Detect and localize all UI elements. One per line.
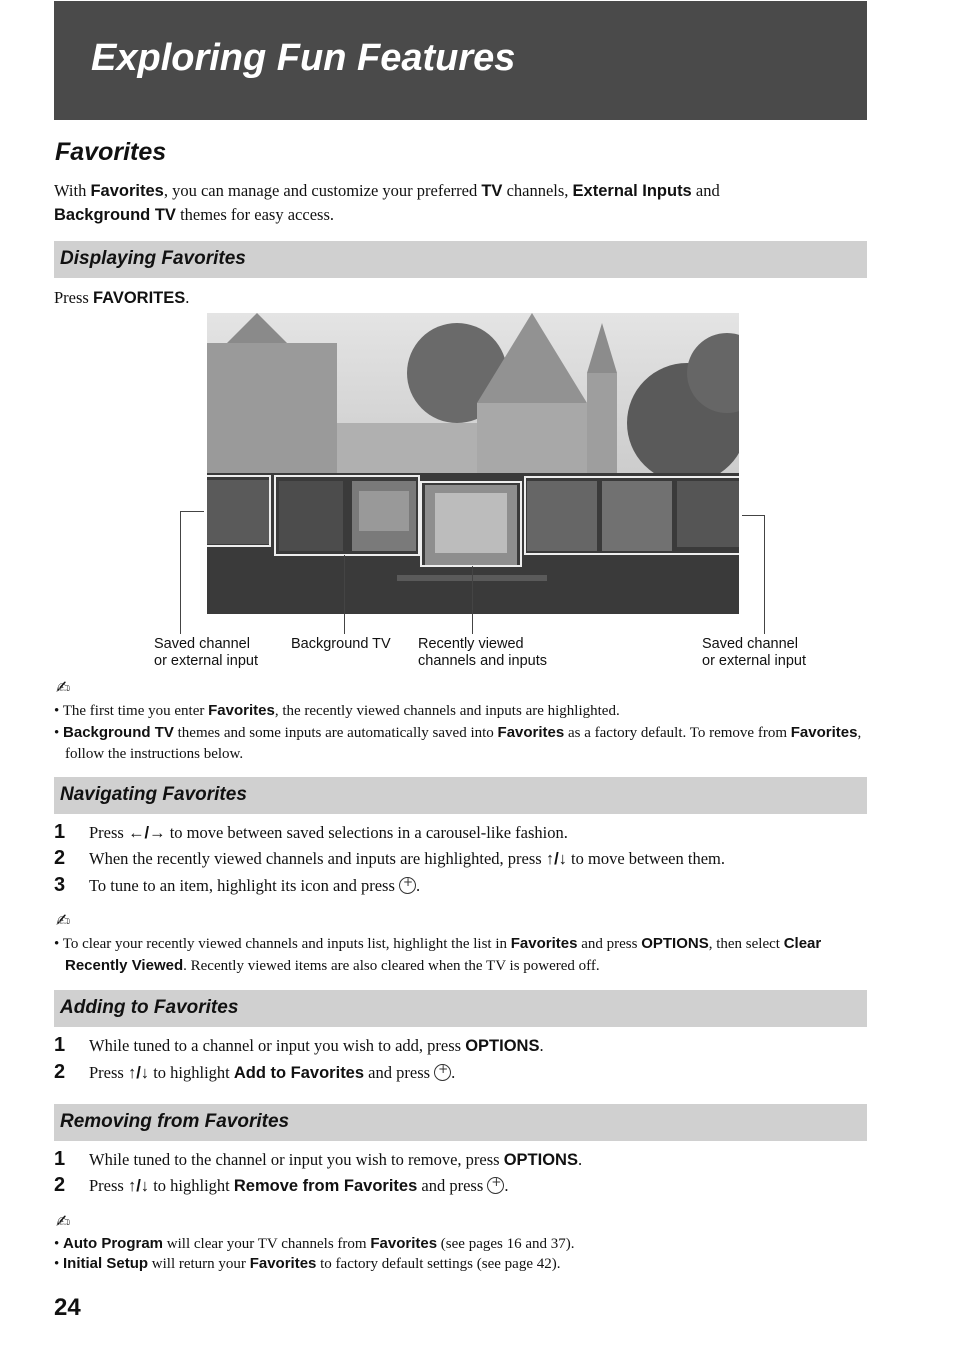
callout-line: [344, 555, 345, 634]
note-item: • The first time you enter Favorites, the recently viewed channels and inputs are highlighted.: [54, 702, 620, 719]
callout-line: [180, 511, 181, 634]
up-down-arrows-icon: ↑/↓: [127, 1064, 150, 1082]
callout-line: [180, 511, 204, 512]
note-navigating: [54, 933, 864, 977]
subsection-bar-removing: [54, 1104, 867, 1141]
step-item: 1 While tuned to a channel or input you wish to add, press OPTIONS.: [54, 1034, 544, 1056]
enter-button-icon: [487, 1177, 504, 1194]
note-removing: [54, 1234, 864, 1274]
subsection-bar-displaying: [54, 241, 867, 278]
step-item: 2 Press ↑/↓ to highlight Remove from Favorites and press +.: [54, 1176, 864, 1200]
step-item: 2 When the recently viewed channels and inputs are highlighted, press ↑/↓ to move between them.: [54, 847, 725, 869]
pencil-note-icon: ✍: [56, 678, 71, 698]
chapter-banner: [54, 1, 867, 120]
step-number: 3: [54, 874, 66, 896]
caption-saved-channel-left: Saved channel or external input: [154, 636, 258, 669]
note-item: • Background TV themes and some inputs are automatically saved into Favorites as a factory default. To remove from Favorites, follow the instructions below.: [54, 724, 862, 762]
note-item: • Auto Program will clear your TV channels from Favorites (see pages 16 and 37).: [54, 1235, 575, 1252]
callout-line: [742, 515, 764, 516]
step-item: 1 While tuned to the channel or input you wish to remove, press OPTIONS.: [54, 1148, 583, 1170]
intro-paragraph: With Favorites, you can manage and customize your preferred TV channels, External Inputs and Background TV themes for easy access.: [54, 181, 720, 224]
caption-recently-viewed: Recently viewed channels and inputs: [418, 636, 547, 669]
pencil-note-icon: ✍: [56, 911, 71, 931]
pencil-note-icon: ✍: [56, 1212, 71, 1232]
section-title: Favorites: [55, 138, 167, 166]
step-item: 1 Press ←/→ to move between saved selections in a carousel-like fashion.: [54, 821, 568, 843]
step-item: 2 Press ↑/↓ to highlight Add to Favorites and press +.: [54, 1063, 864, 1087]
up-down-arrows-icon: ↑/↓: [127, 1177, 150, 1195]
subsection-heading: Removing from Favorites: [60, 1111, 290, 1132]
press-favorites-instruction: Press FAVORITES.: [54, 288, 190, 307]
subsection-heading: Displaying Favorites: [60, 248, 246, 269]
chapter-title: Exploring Fun Features: [91, 37, 516, 79]
step-number: 2: [54, 1174, 66, 1196]
step-number: 1: [54, 821, 66, 843]
step-number: 1: [54, 1148, 66, 1170]
step-number: 1: [54, 1034, 66, 1056]
step-number: 2: [54, 1061, 66, 1083]
subsection-bar-adding: [54, 990, 867, 1027]
subsection-bar-navigating: [54, 777, 867, 814]
up-down-arrows-icon: ↑/↓: [545, 850, 567, 868]
enter-button-icon: [434, 1064, 451, 1081]
step-number: 2: [54, 847, 66, 869]
callout-line: [764, 515, 765, 634]
step-item: 3 To tune to an item, highlight its icon and press +.: [54, 876, 864, 900]
note-item: • To clear your recently viewed channels and inputs list, highlight the list in Favorites and press OPTIONS, then select Clear Recently Viewed. Recently viewed items are also cleared when the TV is powered off.: [54, 935, 822, 974]
enter-button-icon: [399, 877, 416, 894]
page-number: 24: [54, 1294, 81, 1321]
left-right-arrows-icon: ←/→: [127, 824, 166, 842]
caption-background-tv: Background TV: [291, 636, 391, 652]
callout-line: [472, 566, 473, 634]
note-item: • Initial Setup will return your Favorites to factory default settings (see page 42).: [54, 1255, 561, 1272]
favorites-screen-image: [207, 313, 739, 614]
subsection-heading: Adding to Favorites: [60, 997, 239, 1018]
caption-saved-channel-right: Saved channel or external input: [702, 636, 806, 669]
subsection-heading: Navigating Favorites: [60, 784, 247, 805]
note-displaying: [54, 700, 864, 765]
